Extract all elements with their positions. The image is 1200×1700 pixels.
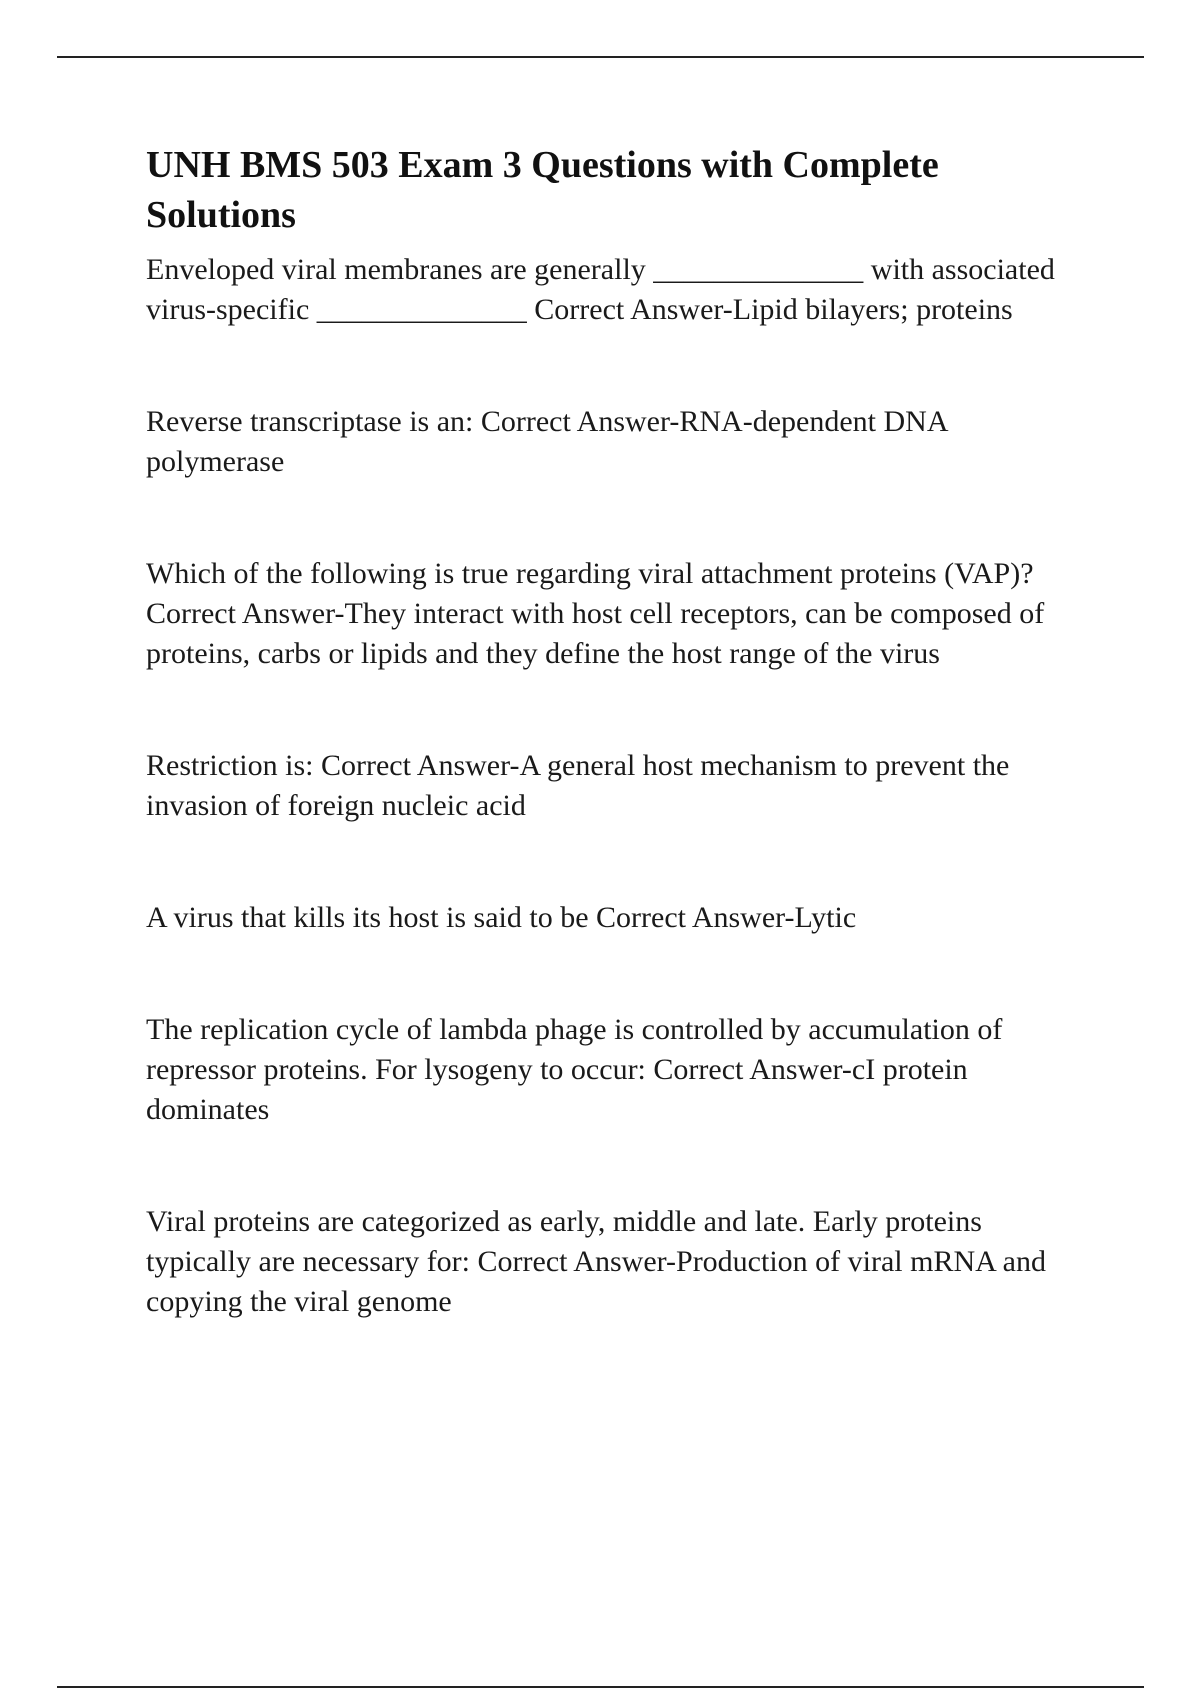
qa-item: A virus that kills its host is said to be Correct Answer-Lytic xyxy=(146,901,857,934)
qa-item: Restriction is: Correct Answer-A general host mechanism to prevent the invasion of foreign nucleic acid xyxy=(146,749,1010,822)
qa-item: Enveloped viral membranes are generally ______________ with associated virus-specific ______________ Correct Answer-Lipid bilayers; proteins xyxy=(146,253,1055,326)
header-rule xyxy=(57,56,1144,58)
qa-item: The replication cycle of lambda phage is controlled by accumulation of repressor proteins. For lysogeny to occur: Correct Answer-cI protein dominates xyxy=(146,1013,1003,1126)
document-body xyxy=(146,140,1086,1322)
qa-item: Which of the following is true regarding viral attachment proteins (VAP)? Correct Answer-They interact with host cell receptors, can be composed of proteins, carbs or lipids and they define the host range of the virus xyxy=(146,557,1045,670)
qa-item: Reverse transcriptase is an: Correct Answer-RNA-dependent DNA polymerase xyxy=(146,405,947,478)
document-title: UNH BMS 503 Exam 3 Questions with Complete Solutions xyxy=(146,144,939,236)
footer-rule xyxy=(57,1686,1144,1688)
qa-item: Viral proteins are categorized as early, middle and late. Early proteins typically are necessary for: Correct Answer-Production of viral mRNA and copying the viral genome xyxy=(146,1205,1046,1318)
